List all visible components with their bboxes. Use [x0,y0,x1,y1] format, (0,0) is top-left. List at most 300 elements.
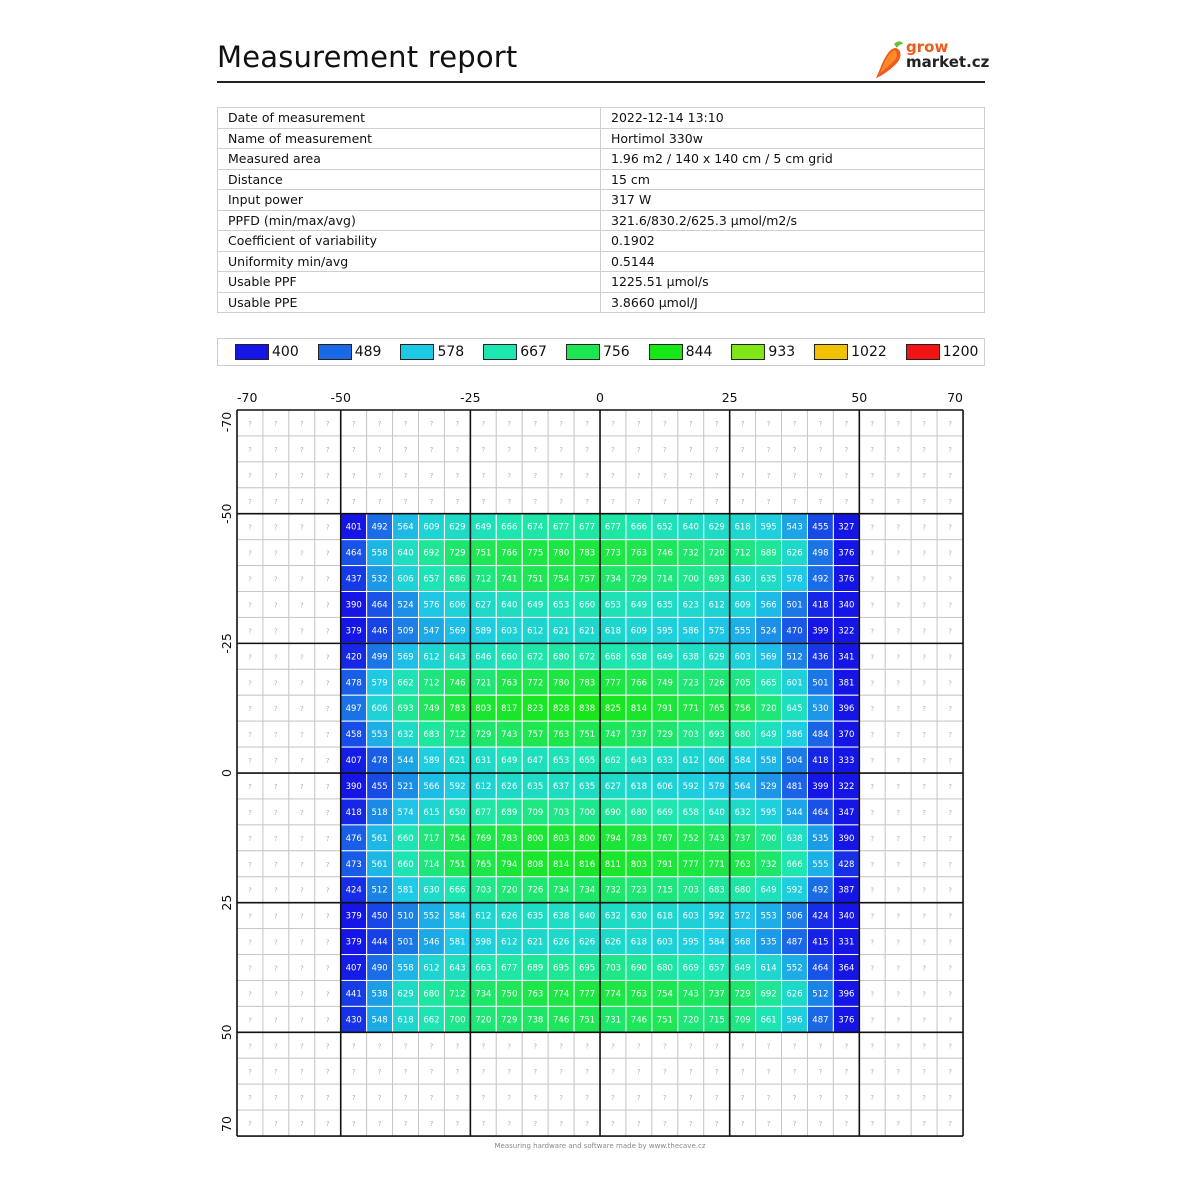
cell-value: 553 [371,730,388,741]
unmeasured-mark: ? [274,679,278,688]
cell-value: 746 [553,1015,570,1026]
unmeasured-mark: ? [611,1094,615,1103]
unmeasured-mark: ? [870,1120,875,1129]
cell-value: 633 [656,756,673,767]
unmeasured-mark: ? [351,445,356,454]
cell-value: 529 [760,781,777,792]
info-row [218,272,985,293]
cell-value: 626 [604,937,622,948]
cell-value: 509 [397,626,414,637]
legend-swatch [649,344,683,360]
cell-value: 638 [786,833,803,844]
unmeasured-mark: ? [481,1068,486,1077]
cell-value: 640 [682,522,699,533]
title-divider [217,81,985,83]
cell-value: 640 [397,548,414,559]
unmeasured-mark: ? [248,886,252,895]
unmeasured-mark: ? [896,808,901,817]
unmeasured-mark: ? [896,1016,901,1025]
cell-value: 418 [812,600,829,611]
cell-value: 662 [397,678,414,689]
cell-value: 589 [475,626,492,637]
cell-value: 501 [786,600,803,611]
info-row [218,251,985,272]
unmeasured-mark: ? [325,445,330,454]
cell-value: 773 [604,548,622,559]
unmeasured-mark: ? [274,782,278,791]
unmeasured-mark: ? [585,1094,589,1103]
unmeasured-mark: ? [299,445,304,454]
cell-value: 783 [578,678,596,689]
unmeasured-mark: ? [507,1042,512,1051]
cell-value: 771 [708,859,725,870]
unmeasured-mark: ? [351,1068,356,1077]
cell-value: 592 [786,885,803,896]
cell-value: 347 [838,807,855,818]
legend-label: 1022 [851,344,887,360]
cell-value: 444 [371,937,388,948]
unmeasured-mark: ? [922,419,927,428]
cell-value: 552 [786,963,803,974]
cell-value: 766 [630,678,648,689]
cell-value: 612 [682,756,699,767]
unmeasured-mark: ? [766,1068,771,1077]
unmeasured-mark: ? [248,1042,252,1051]
cell-value: 672 [578,652,596,663]
cell-value: 653 [604,600,622,611]
legend-label: 756 [602,344,630,360]
cell-value: 692 [760,989,777,1000]
x-tick-label: 50 [851,390,868,405]
unmeasured-mark: ? [299,705,304,714]
cell-value: 553 [760,911,777,922]
unmeasured-mark: ? [922,938,927,947]
cell-value: 649 [734,963,751,974]
y-tick-label: 70 [219,1116,234,1132]
unmeasured-mark: ? [948,1016,952,1025]
unmeasured-mark: ? [299,601,304,610]
unmeasured-mark: ? [896,964,901,973]
unmeasured-mark: ? [818,497,823,506]
unmeasured-mark: ? [559,419,563,428]
unmeasured-mark: ? [559,471,563,480]
cell-value: 618 [630,937,648,948]
unmeasured-mark: ? [248,834,252,843]
unmeasured-mark: ? [844,419,849,428]
unmeasured-mark: ? [481,1042,486,1051]
unmeasured-mark: ? [299,523,304,532]
unmeasured-mark: ? [403,1068,408,1077]
unmeasured-mark: ? [792,497,797,506]
legend-label: 1200 [942,344,979,360]
cell-value: 629 [708,522,725,533]
pepper-icon [872,38,906,80]
unmeasured-mark: ? [714,497,719,506]
cell-value: 774 [553,989,570,1000]
cell-value: 473 [345,859,362,870]
cell-value: 564 [734,781,751,792]
cell-value: 803 [553,833,570,844]
cell-value: 407 [345,963,362,974]
cell-value: 626 [786,548,803,559]
unmeasured-mark: ? [299,886,304,895]
cell-value: 683 [708,885,725,896]
unmeasured-mark: ? [325,575,330,584]
cell-value: 767 [656,833,673,844]
cell-value: 618 [604,626,622,637]
cell-value: 630 [734,574,751,585]
unmeasured-mark: ? [248,575,252,584]
cell-value: 603 [501,626,518,637]
unmeasured-mark: ? [248,912,252,921]
unmeasured-mark: ? [714,419,719,428]
cell-value: 774 [604,989,622,1000]
x-tick-label: -50 [330,390,351,405]
cell-value: 653 [553,600,570,611]
cell-value: 640 [708,807,725,818]
unmeasured-mark: ? [922,445,927,454]
cell-value: 746 [449,678,466,689]
cell-value: 589 [423,756,440,767]
cell-value: 632 [734,807,751,818]
unmeasured-mark: ? [870,886,875,895]
unmeasured-mark: ? [896,601,901,610]
cell-value: 772 [527,678,544,689]
unmeasured-mark: ? [299,860,304,869]
cell-value: 512 [786,652,803,663]
info-value: 15 cm [601,169,985,190]
cell-value: 390 [838,833,855,844]
unmeasured-mark: ? [740,1068,745,1077]
unmeasured-mark: ? [325,757,330,766]
unmeasured-mark: ? [896,938,901,947]
unmeasured-mark: ? [740,419,745,428]
unmeasured-mark: ? [559,1042,563,1051]
cell-value: 629 [449,522,466,533]
unmeasured-mark: ? [585,419,589,428]
y-tick-label: -25 [219,633,234,654]
cell-value: 645 [786,704,803,715]
cell-value: 638 [682,652,699,663]
unmeasured-mark: ? [922,964,927,973]
cell-value: 765 [708,704,725,715]
unmeasured-mark: ? [896,471,901,480]
cell-value: 658 [682,807,699,818]
unmeasured-mark: ? [792,445,797,454]
unmeasured-mark: ? [299,549,304,558]
cell-value: 501 [812,678,829,689]
cell-value: 743 [501,730,518,741]
unmeasured-mark: ? [274,653,278,662]
cell-value: 606 [397,574,414,585]
cell-value: 658 [630,652,648,663]
unmeasured-mark: ? [896,627,901,636]
unmeasured-mark: ? [274,1068,278,1077]
unmeasured-mark: ? [792,1094,797,1103]
cell-value: 823 [527,704,544,715]
unmeasured-mark: ? [274,523,278,532]
cell-value: 595 [760,807,777,818]
cell-value: 558 [371,548,388,559]
cell-value: 407 [345,756,362,767]
unmeasured-mark: ? [481,497,486,506]
unmeasured-mark: ? [481,1094,486,1103]
cell-value: 816 [578,859,596,870]
cell-value: 609 [734,600,751,611]
unmeasured-mark: ? [274,549,278,558]
unmeasured-mark: ? [325,731,330,740]
info-row [218,128,985,149]
cell-value: 660 [397,833,414,844]
unmeasured-mark: ? [299,627,304,636]
legend-item [566,344,630,360]
cell-value: 498 [812,548,829,559]
cell-value: 683 [423,730,440,741]
unmeasured-mark: ? [325,471,330,480]
unmeasured-mark: ? [455,1120,460,1129]
unmeasured-mark: ? [662,1042,667,1051]
unmeasured-mark: ? [870,834,875,843]
cell-value: 618 [734,522,751,533]
cell-value: 484 [812,730,829,741]
cell-value: 715 [708,1015,725,1026]
unmeasured-mark: ? [507,471,512,480]
cell-value: 586 [786,730,803,741]
unmeasured-mark: ? [248,964,252,973]
info-value: 1.96 m2 / 140 x 140 cm / 5 cm grid [601,149,985,170]
unmeasured-mark: ? [870,653,875,662]
cell-value: 379 [345,626,362,637]
unmeasured-mark: ? [948,575,952,584]
cell-value: 677 [553,522,570,533]
cell-value: 680 [734,885,751,896]
page-title: Measurement report [217,40,518,74]
unmeasured-mark: ? [533,1042,538,1051]
legend-swatch [483,344,517,360]
unmeasured-mark: ? [351,471,356,480]
unmeasured-mark: ? [922,990,927,999]
unmeasured-mark: ? [403,471,408,480]
unmeasured-mark: ? [637,1094,641,1103]
unmeasured-mark: ? [948,782,952,791]
info-label: Usable PPE [218,292,601,313]
unmeasured-mark: ? [922,497,927,506]
cell-value: 331 [838,937,855,948]
cell-value: 763 [527,989,544,1000]
unmeasured-mark: ? [299,782,304,791]
unmeasured-mark: ? [351,1042,356,1051]
unmeasured-mark: ? [299,1042,304,1051]
unmeasured-mark: ? [637,1068,641,1077]
cell-value: 341 [838,652,855,663]
unmeasured-mark: ? [533,1094,538,1103]
cell-value: 340 [838,600,855,611]
unmeasured-mark: ? [948,757,952,766]
cell-value: 524 [760,626,777,637]
cell-value: 751 [527,574,544,585]
cell-value: 674 [527,522,544,533]
cell-value: 450 [371,911,388,922]
unmeasured-mark: ? [688,1094,693,1103]
legend-label: 400 [272,344,299,360]
cell-value: 584 [734,756,751,767]
cell-value: 612 [527,626,544,637]
unmeasured-mark: ? [662,1094,667,1103]
unmeasured-mark: ? [248,860,252,869]
unmeasured-mark: ? [766,1042,771,1051]
unmeasured-mark: ? [637,497,641,506]
unmeasured-mark: ? [274,964,278,973]
cell-value: 418 [812,756,829,767]
unmeasured-mark: ? [274,860,278,869]
unmeasured-mark: ? [274,1042,278,1051]
cell-value: 566 [423,781,440,792]
unmeasured-mark: ? [559,445,563,454]
cell-value: 695 [578,963,596,974]
cell-value: 506 [786,911,803,922]
unmeasured-mark: ? [766,445,771,454]
x-tick-label: -25 [460,390,481,405]
unmeasured-mark: ? [792,1120,797,1129]
unmeasured-mark: ? [922,471,927,480]
y-tick-label: -50 [219,503,234,524]
cell-value: 693 [397,704,414,715]
info-value: 321.6/830.2/625.3 μmol/m2/s [601,210,985,231]
unmeasured-mark: ? [714,1068,719,1077]
unmeasured-mark: ? [896,757,901,766]
unmeasured-mark: ? [377,497,382,506]
unmeasured-mark: ? [714,471,719,480]
unmeasured-mark: ? [377,471,382,480]
info-label: Name of measurement [218,128,601,149]
cell-value: 399 [812,781,829,792]
unmeasured-mark: ? [922,601,927,610]
cell-value: 487 [812,1015,829,1026]
unmeasured-mark: ? [325,653,330,662]
info-value: 3.8660 μmol/J [601,292,985,313]
cell-value: 808 [527,859,544,870]
unmeasured-mark: ? [325,1016,330,1025]
unmeasured-mark: ? [662,445,667,454]
unmeasured-mark: ? [922,834,927,843]
cell-value: 709 [734,1015,751,1026]
unmeasured-mark: ? [274,419,278,428]
cell-value: 635 [578,781,596,792]
cell-value: 561 [371,859,388,870]
unmeasured-mark: ? [325,964,330,973]
unmeasured-mark: ? [662,1120,667,1129]
cell-value: 618 [397,1015,414,1026]
cell-value: 695 [553,963,570,974]
unmeasured-mark: ? [559,1120,563,1129]
cell-value: 492 [812,885,829,896]
cell-value: 546 [423,937,440,948]
cell-value: 436 [812,652,829,663]
unmeasured-mark: ? [481,471,486,480]
info-row [218,210,985,231]
info-row [218,108,985,129]
cell-value: 709 [527,807,544,818]
unmeasured-mark: ? [818,471,823,480]
info-value: 2022-12-14 13:10 [601,108,985,129]
unmeasured-mark: ? [403,497,408,506]
cell-value: 603 [682,911,699,922]
cell-value: 544 [786,807,803,818]
cell-value: 638 [553,911,570,922]
cell-value: 615 [423,807,440,818]
cell-value: 532 [371,574,388,585]
unmeasured-mark: ? [533,497,538,506]
unmeasured-mark: ? [896,834,901,843]
cell-value: 712 [449,730,466,741]
unmeasured-mark: ? [377,1042,382,1051]
legend-item [906,344,979,360]
info-row [218,231,985,252]
cell-value: 752 [682,833,699,844]
cell-value: 838 [578,704,596,715]
cell-value: 703 [682,885,699,896]
unmeasured-mark: ? [351,1120,356,1129]
cell-value: 783 [578,548,596,559]
cell-value: 535 [760,937,777,948]
unmeasured-mark: ? [274,808,278,817]
cell-value: 653 [553,756,570,767]
x-tick-label: 25 [721,390,738,405]
unmeasured-mark: ? [740,1042,745,1051]
unmeasured-mark: ? [948,938,952,947]
cell-value: 618 [630,781,648,792]
unmeasured-mark: ? [248,938,252,947]
cell-value: 464 [812,807,829,818]
legend-item [400,344,464,360]
unmeasured-mark: ? [844,1094,849,1103]
unmeasured-mark: ? [922,549,927,558]
unmeasured-mark: ? [766,1120,771,1129]
cell-value: 720 [708,548,725,559]
cell-value: 396 [838,989,855,1000]
cell-value: 640 [501,600,518,611]
cell-value: 601 [786,678,803,689]
unmeasured-mark: ? [870,1042,875,1051]
unmeasured-mark: ? [948,679,952,688]
cell-value: 666 [630,522,648,533]
cell-value: 737 [630,730,648,741]
unmeasured-mark: ? [896,445,901,454]
info-value: Hortimol 330w [601,128,985,149]
unmeasured-mark: ? [274,705,278,714]
cell-value: 662 [423,1015,440,1026]
unmeasured-mark: ? [403,1120,408,1129]
cell-value: 428 [838,859,855,870]
info-row [218,190,985,211]
cell-value: 794 [604,833,622,844]
legend-item [483,344,547,360]
info-label: PPFD (min/max/avg) [218,210,601,231]
cell-value: 635 [527,781,544,792]
unmeasured-mark: ? [429,1120,434,1129]
cell-value: 581 [449,937,466,948]
cell-value: 672 [527,652,544,663]
cell-value: 689 [501,807,518,818]
cell-value: 649 [760,730,777,741]
unmeasured-mark: ? [948,834,952,843]
cell-value: 455 [371,781,388,792]
cell-value: 621 [527,937,544,948]
unmeasured-mark: ? [481,1120,486,1129]
cell-value: 712 [734,548,751,559]
unmeasured-mark: ? [948,653,952,662]
unmeasured-mark: ? [248,990,252,999]
